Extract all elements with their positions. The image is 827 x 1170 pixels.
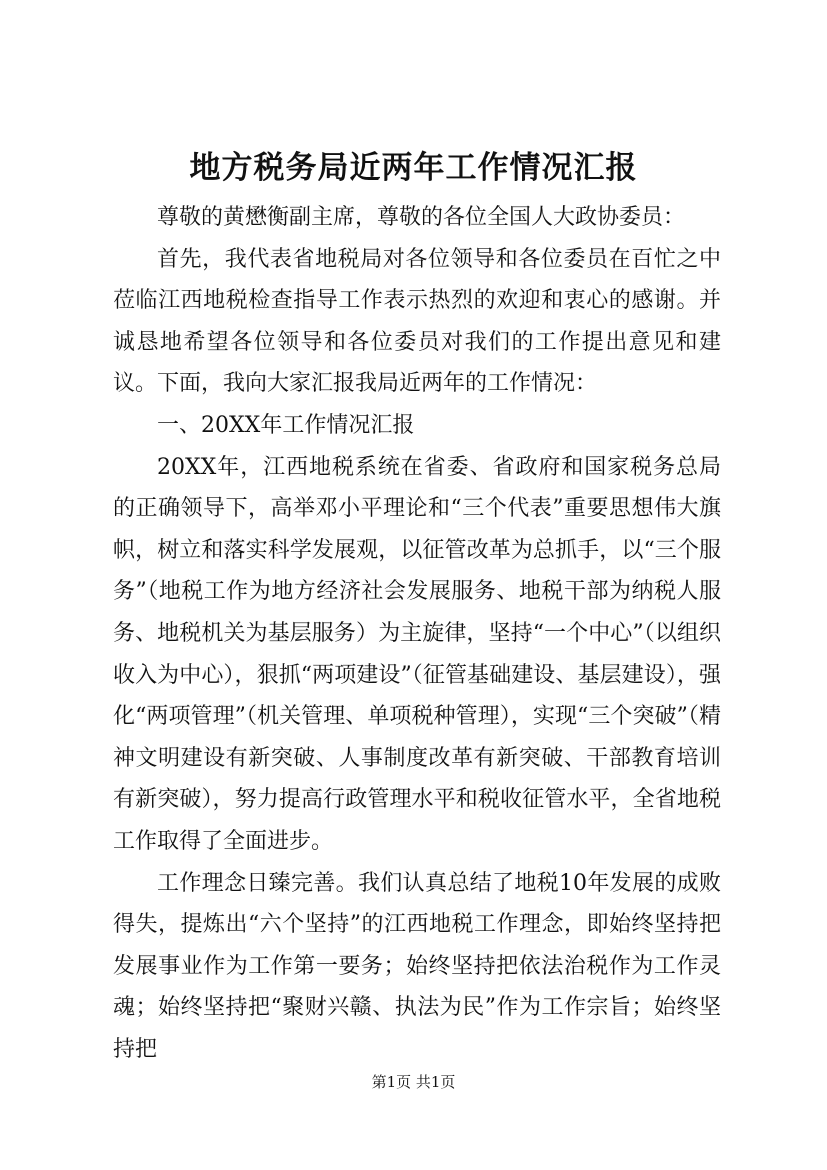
document-body: [113, 197, 721, 1070]
summary-paragraph: 20XX年，江西地税系统在省委、省政府和国家税务总局的正确领导下，高举邓小平理论和“三个代表”重要思想伟大旗帜，树立和落实科学发展观，以征管改革为总抓手，以“三个服务”（地税工作为地方经济社会发展服务、地税干部为纳税人服务、地税机关为基层服务）为主旋律，坚持“一个中心”（以组织收入为中心），狠抓“两项建设”（征管基础建设、基层建设），强化“两项管理”（机关管理、单项税种管理），实现“三个突破”（精神文明建设有新突破、人事制度改革有新突破、干部教育培训有新突破），努力提高行政管理水平和税收征管水平，全省地税工作取得了全面进步。: [113, 454, 721, 854]
salutation-paragraph: 尊敬的黄懋衡副主席，尊敬的各位全国人大政协委员：: [157, 205, 686, 230]
work-philosophy-paragraph: 工作理念日臻完善。我们认真总结了地税10年发展的成败得失，提炼出“六个坚持”的江西地税工作理念，即始终坚持把发展事业作为工作第一要务；始终坚持把依法治税作为工作灵魂；始终坚持把“聚财兴赣、执法为民”作为工作宗旨；始终坚持把: [113, 870, 721, 1062]
page-number-footer: 第1页 共1页: [371, 1073, 456, 1091]
opening-paragraph: 首先，我代表省地税局对各位领导和各位委员在百忙之中莅临江西地税检查指导工作表示热烈的欢迎和衷心的感谢。并诚恳地希望各位领导和各位委员对我们的工作提出意见和建议。下面，我向大家汇报我局近两年的工作情况：: [113, 246, 721, 397]
document-title: 地方税务局近两年工作情况汇报: [189, 150, 638, 186]
section-heading: 一、20XX年工作情况汇报: [157, 412, 415, 438]
